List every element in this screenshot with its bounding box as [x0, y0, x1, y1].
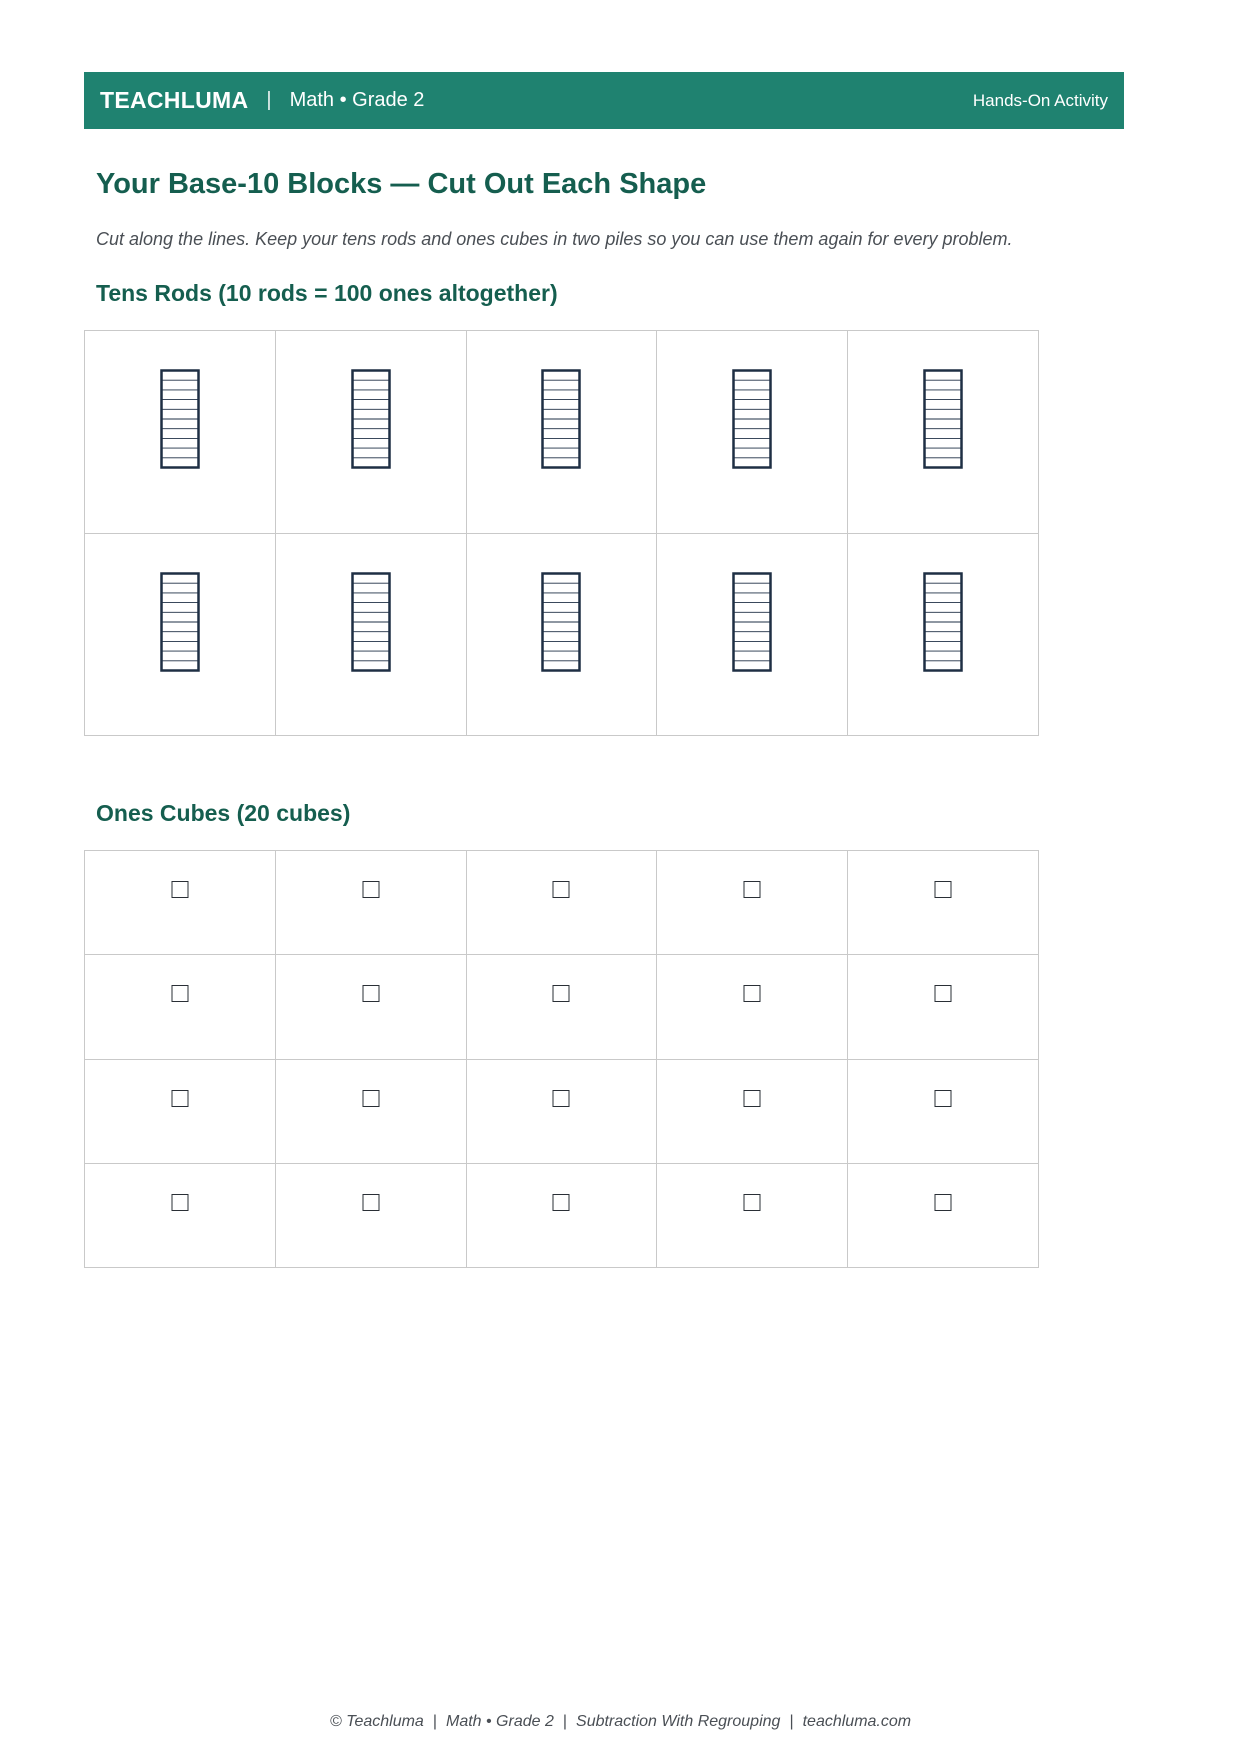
footer: [0, 1713, 1241, 1731]
footer-subject: Math • Grade 2: [445, 1713, 554, 1730]
ones-cube-icon: [362, 1090, 379, 1107]
ones-cube-icon: [744, 1194, 761, 1211]
ones-cube-icon: [362, 985, 379, 1002]
ones-cube-icon: [935, 1194, 952, 1211]
ones-cube-icon: [171, 1090, 188, 1107]
ones-cube-cell: [657, 1060, 848, 1164]
ones-cube-icon: [935, 1090, 952, 1107]
tens-rod-cell: [657, 331, 848, 534]
tens-rod-icon: [732, 369, 772, 469]
footer-separator: |: [562, 1713, 568, 1730]
footer-separator: |: [789, 1713, 794, 1730]
tens-rod-cell: [276, 534, 467, 737]
ones-cube-icon: [935, 985, 952, 1002]
ones-cube-icon: [935, 881, 952, 898]
ones-cube-icon: [744, 881, 761, 898]
tens-rods-heading: Tens Rods (10 rods = 100 ones altogether): [96, 280, 558, 306]
tens-rod-icon: [541, 369, 581, 469]
ones-cube-icon: [553, 985, 570, 1002]
footer-topic: Subtraction With Regrouping: [576, 1713, 781, 1730]
tens-rods-grid: [84, 330, 1039, 736]
ones-cube-cell: [467, 1060, 658, 1164]
header-bar: [84, 72, 1124, 129]
tens-rod-icon: [732, 572, 772, 672]
ones-cube-icon: [171, 1194, 188, 1211]
footer-copyright: © Teachluma: [329, 1713, 424, 1730]
ones-cube-icon: [362, 881, 379, 898]
ones-cube-cell: [657, 955, 848, 1059]
activity-type-label: Hands-On Activity: [972, 90, 1108, 110]
ones-cube-cell: [848, 1164, 1039, 1268]
tens-rod-cell: [85, 331, 276, 534]
ones-cube-icon: [553, 1090, 570, 1107]
tens-rod-cell: [467, 534, 658, 737]
ones-cube-cell: [657, 851, 848, 955]
ones-cube-cell: [85, 851, 276, 955]
footer-separator: |: [432, 1713, 437, 1730]
instructions-text: Cut along the lines. Keep your tens rods and ones cubes in two piles so you can use them again for every problem.: [96, 229, 1013, 249]
tens-rod-cell: [85, 534, 276, 737]
tens-rod-cell: [657, 534, 848, 737]
ones-cube-icon: [362, 1194, 379, 1211]
ones-cube-icon: [553, 881, 570, 898]
ones-cube-cell: [467, 955, 658, 1059]
tens-rod-cell: [467, 331, 658, 534]
ones-cube-cell: [85, 1060, 276, 1164]
ones-cube-cell: [276, 1060, 467, 1164]
ones-cube-cell: [276, 1164, 467, 1268]
tens-rod-icon: [160, 369, 200, 469]
tens-rod-icon: [923, 369, 963, 469]
ones-cube-cell: [657, 1164, 848, 1268]
ones-cube-icon: [171, 881, 188, 898]
subject-label: Math • Grade 2: [289, 89, 425, 111]
ones-cube-cell: [467, 851, 658, 955]
tens-rod-cell: [848, 331, 1039, 534]
page-title: Your Base-10 Blocks — Cut Out Each Shape: [96, 168, 707, 200]
brand-name: TEACHLUMA: [100, 87, 249, 113]
ones-cube-icon: [553, 1194, 570, 1211]
ones-cube-cell: [848, 1060, 1039, 1164]
ones-cube-cell: [276, 955, 467, 1059]
ones-cube-cell: [85, 955, 276, 1059]
tens-rod-cell: [276, 331, 467, 534]
ones-cube-cell: [467, 1164, 658, 1268]
ones-cube-cell: [85, 1164, 276, 1268]
tens-rod-icon: [351, 572, 391, 672]
ones-cube-icon: [744, 1090, 761, 1107]
tens-rod-icon: [351, 369, 391, 469]
ones-cube-cell: [848, 851, 1039, 955]
tens-rod-icon: [923, 572, 963, 672]
tens-rod-cell: [848, 534, 1039, 737]
ones-cubes-heading: Ones Cubes (20 cubes): [96, 800, 351, 826]
ones-cube-icon: [171, 985, 188, 1002]
tens-rod-icon: [160, 572, 200, 672]
footer-website: teachluma.com: [802, 1713, 912, 1730]
tens-rod-icon: [541, 572, 581, 672]
header-separator: |: [266, 89, 272, 111]
ones-cube-cell: [276, 851, 467, 955]
ones-cube-icon: [744, 985, 761, 1002]
ones-cubes-grid: [84, 850, 1039, 1268]
ones-cube-cell: [848, 955, 1039, 1059]
